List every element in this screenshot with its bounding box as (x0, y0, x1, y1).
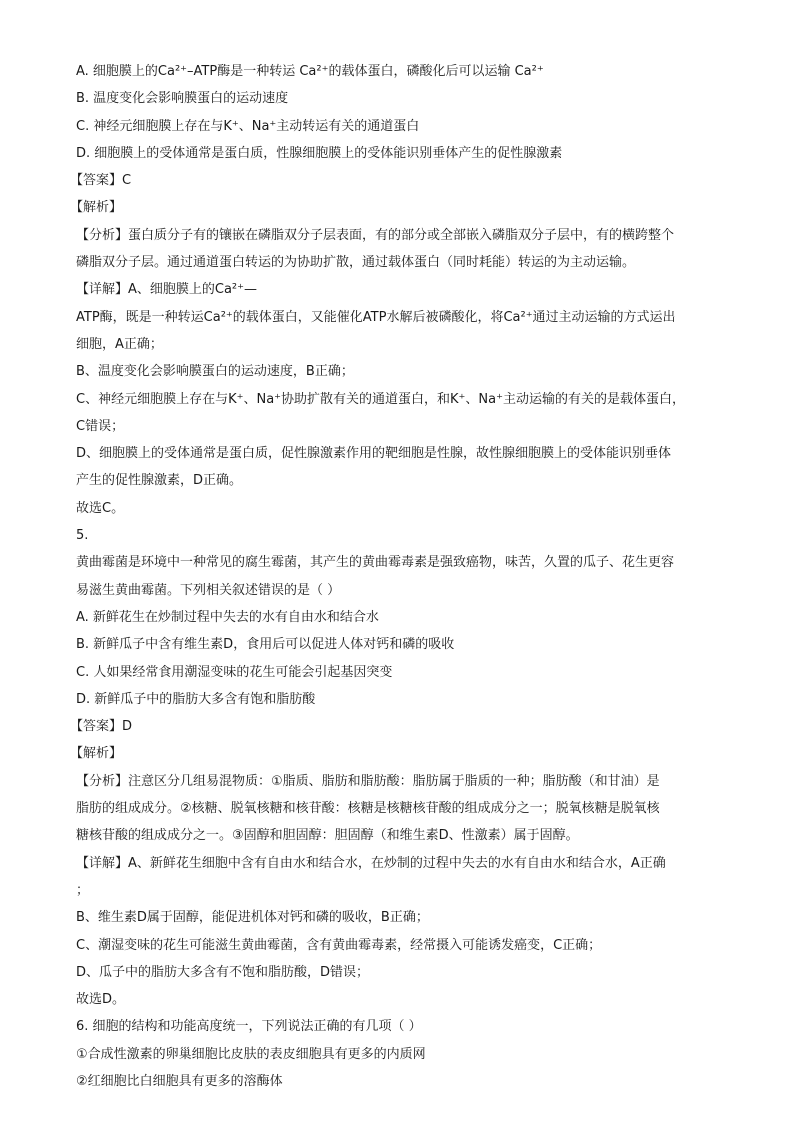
text-line-q5-b: B. 新鲜瓜子中含有维生素D，食用后可以促进人体对钙和磷的吸收 (76, 637, 455, 653)
text-line-q5-jiexi: 【解析】 (70, 746, 123, 762)
text-line-q4-xiangjie-1: 【详解】A、细胞膜上的Ca²⁺— (76, 282, 258, 298)
text-line-q4-xiangjie-6: C错误； (76, 418, 125, 434)
text-line-q4-fenxi-2: 磷脂双分子层。通过通道蛋白转运的为协助扩散，通过载体蛋白（同时耗能）转运的为主动运输。 (76, 255, 636, 271)
text-line-q5-a: A. 新鲜花生在炒制过程中失去的水有自由水和结合水 (76, 609, 379, 625)
text-line-q4-c: C. 神经元细胞膜上存在与K⁺、Na⁺主动转运有关的通道蛋白 (76, 118, 420, 134)
text-line-q4-answer: 【答案】C (70, 173, 132, 189)
text-line-q4-a: A. 细胞膜上的Ca²⁺–ATP酶是一种转运 Ca²⁺的载体蛋白，磷酸化后可以运输 Ca²⁺ (76, 64, 544, 79)
text-line-q5-stem-2: 易滋生黄曲霉菌。下列相关叙述错误的是（ ） (76, 582, 341, 598)
text-line-q4-xuan: 故选C。 (76, 500, 125, 516)
text-line-q5-c: C. 人如果经常食用潮湿变味的花生可能会引起基因突变 (76, 664, 393, 680)
text-line-q5-xuan: 故选D。 (76, 992, 126, 1008)
text-line-q5-fenxi-3: 糖核苷酸的组成成分之一。③固醇和胆固醇：胆固醇（和维生素D、性激素）属于固醇。 (76, 828, 579, 844)
text-line-q5-xiangjie-4: C、潮湿变味的花生可能滋生黄曲霉菌，含有黄曲霉毒素，经常摄入可能诱发癌变，C正确； (76, 937, 602, 953)
text-line-q5-xiangjie-1: 【详解】A、新鲜花生细胞中含有自由水和结合水，在炒制的过程中失去的水有自由水和结合水，A正确 (76, 855, 666, 871)
text-line-q4-xiangjie-7: D、细胞膜上的受体通常是蛋白质，促性腺激素作用的靶细胞是性腺，故性腺细胞膜上的受体能识别垂体 (76, 446, 672, 462)
text-line-q4-xiangjie-4: B、温度变化会影响膜蛋白的运动速度，B正确； (76, 364, 354, 380)
text-line-q6-stem: 6. 细胞的结构和功能高度统一，下列说法正确的有几项（ ） (76, 1019, 422, 1035)
text-line-q5-xiangjie-3: B、维生素D属于固醇，能促进机体对钙和磷的吸收，B正确； (76, 910, 429, 926)
text-line-q6-item-1: ①合成性激素的卵巢细胞比皮肤的表皮细胞具有更多的内质网 (76, 1046, 426, 1062)
text-line-q5-xiangjie-5: D、瓜子中的脂肪大多含有不饱和脂肪酸，D错误； (76, 964, 370, 980)
text-line-q5-stem-1: 黄曲霉菌是环境中一种常见的腐生霉菌，其产生的黄曲霉毒素是强致癌物，味苦，久置的瓜子、花生更容 (76, 555, 675, 571)
text-line-q5-d: D. 新鲜瓜子中的脂肪大多含有饱和脂肪酸 (76, 691, 316, 707)
text-line-q4-b: B. 温度变化会影响膜蛋白的运动速度 (76, 91, 289, 107)
text-line-q5-num: 5. (76, 528, 89, 544)
text-line-q4-xiangjie-2: ATP酶，既是一种转运Ca²⁺的载体蛋白，又能催化ATP水解后被磷酸化，将Ca²⁺通过主动运输的方式运出 (76, 309, 676, 325)
document-page (70, 58, 722, 1095)
text-line-q4-fenxi-1: 【分析】蛋白质分子有的镶嵌在磷脂双分子层表面，有的部分或全部嵌入磷脂双分子层中，有的横跨整个 (76, 227, 675, 243)
text-line-q5-xiangjie-2: ； (76, 882, 90, 898)
text-line-q4-xiangjie-5: C、神经元细胞膜上存在与K⁺、Na⁺协助扩散有关的通道蛋白，和K⁺、Na⁺主动运输的有关的是载体蛋白， (76, 391, 685, 407)
text-line-q4-jiexi: 【解析】 (70, 200, 123, 216)
text-line-q5-fenxi-1: 【分析】注意区分几组易混物质：①脂质、脂肪和脂肪酸：脂肪属于脂质的一种；脂肪酸（和甘油）是 (76, 773, 660, 789)
text-line-q4-xiangjie-8: 产生的促性腺激素，D正确。 (76, 473, 243, 489)
text-line-q5-fenxi-2: 脂肪的组成成分。②核糖、脱氧核糖和核苷酸：核糖是核糖核苷酸的组成成分之一；脱氧核糖是脱氧核 (76, 801, 660, 817)
text-line-q6-item-2: ②红细胞比白细胞具有更多的溶酶体 (76, 1073, 283, 1089)
text-line-q5-answer: 【答案】D (70, 719, 133, 735)
text-line-q4-xiangjie-3: 细胞，A正确； (76, 336, 163, 352)
text-line-q4-d: D. 细胞膜上的受体通常是蛋白质，性腺细胞膜上的受体能识别垂体产生的促性腺激素 (76, 145, 563, 161)
